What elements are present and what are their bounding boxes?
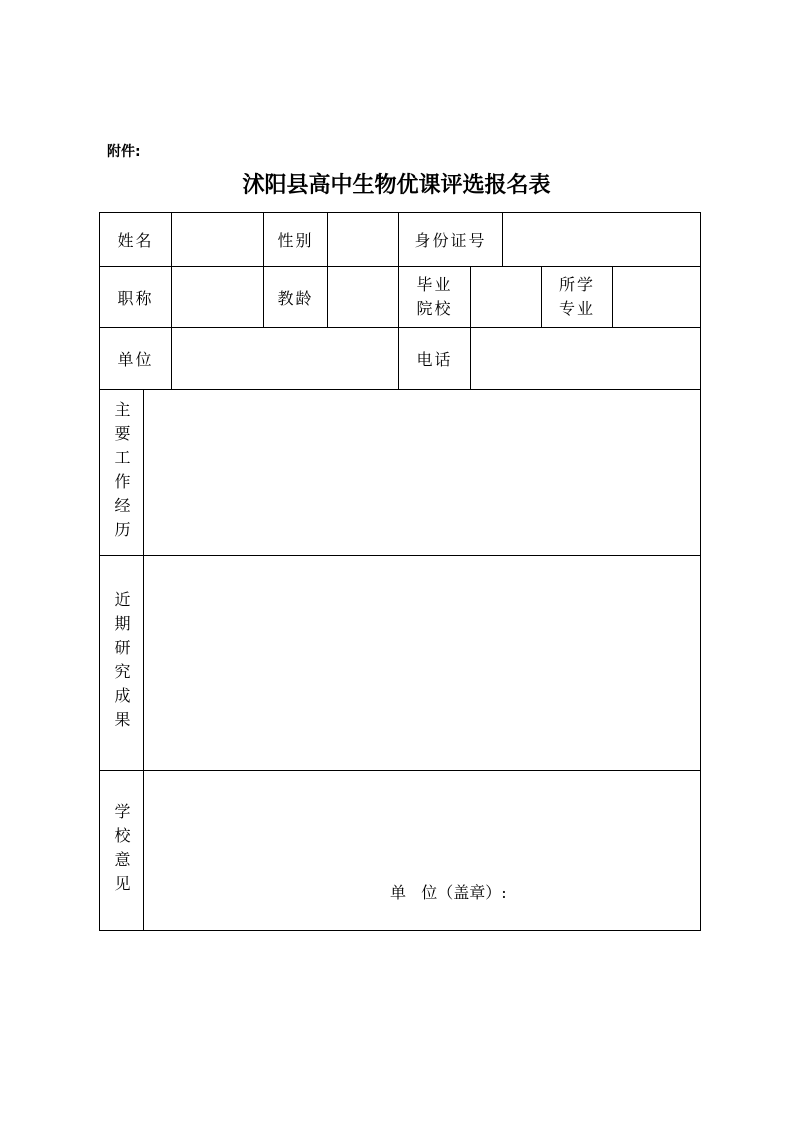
recent-research-label-text: 近期研究成果 xyxy=(112,591,131,735)
gender-label: 性别 xyxy=(264,213,328,266)
title-field[interactable] xyxy=(172,267,264,327)
recent-research-label xyxy=(100,556,144,770)
school-opinion-label xyxy=(100,771,144,930)
teaching-years-label: 教龄 xyxy=(264,267,328,327)
work-experience-label xyxy=(100,390,144,555)
unit-label: 单位 xyxy=(100,328,172,389)
attachment-label: 附件: xyxy=(107,144,141,160)
school-opinion-label-text: 学校意见 xyxy=(112,802,131,899)
graduated-school-label-line2: 院校 xyxy=(416,299,453,318)
phone-field[interactable] xyxy=(471,328,700,389)
phone-label: 电话 xyxy=(399,328,471,389)
name-label: 姓名 xyxy=(100,213,172,266)
graduated-school-label xyxy=(399,267,471,327)
teaching-years-field[interactable] xyxy=(328,267,399,327)
stamp-label: 单 位（盖章）: xyxy=(390,883,507,902)
major-label xyxy=(542,267,613,327)
row-recent-research xyxy=(99,555,701,770)
row-basic-info xyxy=(99,212,701,266)
title-label: 职称 xyxy=(100,267,172,327)
recent-research-field[interactable] xyxy=(144,556,700,770)
name-field[interactable] xyxy=(172,213,264,266)
major-field[interactable] xyxy=(613,267,700,327)
graduated-school-label-line1: 毕业 xyxy=(416,275,453,294)
row-professional-info xyxy=(99,266,701,327)
form-title: 沭阳县高中生物优课评选报名表 xyxy=(242,173,551,198)
graduated-school-field[interactable] xyxy=(471,267,542,327)
id-number-field[interactable] xyxy=(503,213,700,266)
row-work-experience xyxy=(99,389,701,555)
school-opinion-field[interactable] xyxy=(144,771,700,930)
work-experience-label-text: 主要工作经历 xyxy=(112,400,131,545)
major-label-line2: 专业 xyxy=(558,299,595,318)
gender-field[interactable] xyxy=(328,213,399,266)
id-number-label: 身份证号 xyxy=(399,213,503,266)
unit-field[interactable] xyxy=(172,328,399,389)
major-label-line1: 所学 xyxy=(558,275,595,294)
row-contact-info xyxy=(99,327,701,389)
work-experience-field[interactable] xyxy=(144,390,700,555)
row-school-opinion xyxy=(99,770,701,931)
